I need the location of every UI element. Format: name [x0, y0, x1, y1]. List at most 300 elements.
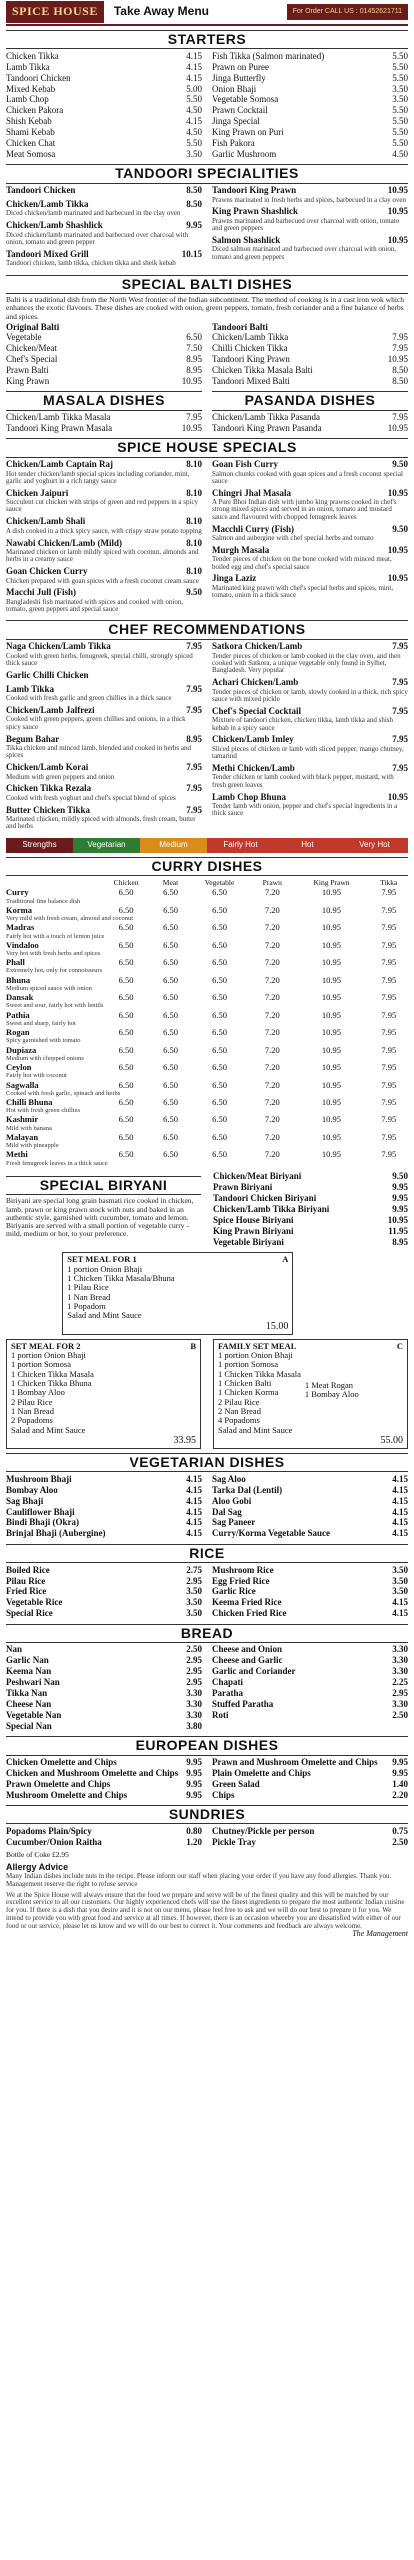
menu-item-header [6, 567, 202, 578]
curry-desc: Sweet and sharp, fairly hot [6, 1019, 76, 1027]
curry-desc: Fresh fenugreek leaves in a thick sauce [6, 1159, 108, 1167]
curry-col-header: Tikka [380, 877, 398, 887]
item-name: Tandoori King Prawn [212, 185, 297, 196]
menu-item [212, 1678, 408, 1689]
item-name: Vegetable Biriyani [213, 1236, 284, 1247]
item-price: 10.15 [181, 248, 202, 259]
menu-item [6, 51, 202, 62]
curry-name: Korma [6, 904, 32, 915]
item-description: Diced salmon marinated and barbecued over charcoal with onion, tomato and green peppers [212, 245, 397, 261]
curry-desc: Medium with chopped onions [6, 1054, 84, 1062]
section-title-vegetarian: VEGETARIAN DISHES [6, 1453, 408, 1472]
item-name: Chingri Jhal Masala [212, 487, 292, 498]
curry-price: 6.50 [163, 1079, 178, 1090]
curry-desc: Cooked with fresh garlic, spinach and herbs [6, 1089, 121, 1097]
item-price: 8.95 [392, 1236, 408, 1247]
curry-row [6, 1115, 408, 1124]
curry-price: 6.50 [212, 992, 227, 1003]
item-price: 8.50 [392, 364, 408, 375]
menu-item [6, 1485, 202, 1496]
menu-item-header [6, 186, 202, 197]
item-price: 4.15 [392, 1517, 408, 1528]
menu-item [6, 117, 202, 128]
menu-item [212, 73, 408, 84]
section-title-house-specials: SPICE HOUSE SPECIALS [6, 438, 408, 457]
set-meal-item: 2 Nan Bread [218, 1405, 261, 1416]
curry-price: 10.95 [321, 1097, 342, 1107]
item-name: Sag Paneer [212, 1517, 256, 1528]
item-name: Macchli Curry (Fish) [212, 523, 294, 534]
item-name: King Prawn Shashlick [212, 206, 299, 217]
menu-item [212, 207, 408, 233]
set-meal-item: 2 Popadoms [11, 1415, 53, 1426]
menu-item [212, 1529, 408, 1540]
chef-right [212, 642, 408, 834]
item-price: 9.95 [392, 1182, 408, 1193]
strength-legend [6, 838, 408, 853]
item-price: 2.95 [186, 1655, 202, 1666]
item-name: Chicken Jaipuri [6, 487, 69, 498]
item-price: 9.95 [186, 1789, 202, 1800]
legend-medium: Medium [140, 838, 207, 853]
menu-item [6, 95, 202, 106]
balti-right-heading: Tandoori Balti [212, 321, 268, 332]
curry-price: 10.95 [321, 1131, 342, 1142]
menu-item-header [6, 763, 202, 774]
balti-right [212, 333, 408, 387]
item-description: A dish cooked in a thick spicy sauce, with crispy straw potato topping [6, 526, 202, 535]
curry-price: 7.95 [381, 957, 397, 968]
menu-item [212, 460, 408, 486]
item-name: Jinga Special [212, 116, 260, 127]
curry-row [6, 1046, 408, 1055]
item-name: Tandoori King Prawn Pasanda [212, 422, 322, 433]
item-name: Cucumber/Onion Raitha [6, 1836, 102, 1847]
set-meals-row [6, 1339, 408, 1449]
menu-item [212, 84, 408, 95]
section-title-balti: SPECIAL BALTI DISHES [6, 275, 408, 294]
item-name: Dal Sag [212, 1506, 242, 1517]
item-price: 4.15 [392, 1597, 408, 1608]
item-price: 3.50 [186, 148, 202, 159]
curry-price: 6.50 [163, 992, 178, 1003]
item-price: 10.95 [387, 206, 408, 217]
euro-left [6, 1758, 202, 1802]
curry-desc-row [6, 1020, 408, 1028]
veg-right [212, 1474, 408, 1539]
menu-item-header [6, 460, 202, 471]
menu-item [212, 344, 408, 355]
legend-vegetarian: Vegetarian [73, 838, 140, 853]
item-price: 4.50 [186, 127, 202, 138]
item-name: Cheese Nan [6, 1698, 52, 1709]
item-name: Cauliflower Bhaji [6, 1506, 75, 1517]
curry-desc: Very mild with fresh cream, almond and coconut [6, 915, 134, 923]
item-price: 4.15 [186, 1495, 202, 1506]
curry-price: 6.50 [163, 904, 178, 915]
biryani-intro: Biriyani are special long grain basmati rice cooked in chicken, lamb, prawn or king prawn stock with nuts and baked in an authentic style, garnished with cucumber, tomato and lemon. Biriyanis are served with a small portion of vegetable curry - mild, medium or hot, to your preference. [6, 1196, 194, 1239]
curry-name: Ceylon [6, 1062, 32, 1073]
curry-price: 6.50 [118, 1044, 134, 1055]
item-name: Murgh Masala [212, 544, 270, 555]
coke-note: Bottle of Coke £2.95 [6, 1850, 69, 1860]
item-name: Tandoori King Prawn [212, 353, 290, 364]
curry-name: Vindaloo [6, 939, 39, 950]
item-price: 7.95 [392, 677, 408, 688]
item-name: Butter Chicken Tikka [6, 804, 91, 815]
menu-item [6, 73, 202, 84]
item-price: 7.95 [392, 332, 408, 343]
curry-price: 10.95 [321, 1149, 342, 1160]
curry-price: 6.50 [212, 1131, 227, 1142]
item-price: 10.95 [387, 544, 408, 555]
curry-name: Malayan [6, 1131, 39, 1142]
curry-price: 7.20 [264, 922, 280, 933]
curry-price: 6.50 [212, 1097, 227, 1107]
set-meal-item: 1 Bombay Aloo [11, 1387, 65, 1398]
set-meal-a-items [67, 1265, 288, 1321]
curry-desc-row [6, 1037, 408, 1045]
item-description: Mixture of tandoori chicken, chicken tikka, lamb tikka and shish kebab in a spicy sauce [212, 716, 393, 732]
item-price: 3.50 [186, 1597, 202, 1608]
item-price: 10.95 [387, 1215, 408, 1225]
menu-item [6, 567, 202, 585]
item-name: Cheese and Onion [212, 1644, 283, 1655]
set-meal-item: 1 portion Onion Bhaji [218, 1349, 293, 1360]
item-description: Tender lamb with onion, pepper and chef's special ingredients in a thick sauce [212, 801, 398, 818]
menu-item [212, 574, 408, 600]
curry-price: 6.50 [212, 1009, 227, 1020]
menu-item [212, 1576, 408, 1587]
item-price: 3.30 [186, 1698, 202, 1709]
curry-row [6, 1081, 408, 1090]
curry-price: 10.95 [321, 992, 342, 1003]
biryani-section [6, 1172, 408, 1248]
curry-price: 6.50 [118, 1009, 134, 1020]
menu-item [6, 1587, 202, 1598]
menu-item [212, 545, 408, 571]
menu-item [6, 642, 202, 668]
item-name: Aloo Gobi [212, 1495, 252, 1506]
set-meal-c-title: FAMILY SET MEAL [218, 1340, 297, 1351]
item-name: Tandoori Chicken [6, 185, 76, 196]
menu-item [6, 1656, 202, 1667]
house-right [212, 460, 408, 617]
menu-item [212, 1518, 408, 1529]
menu-item [213, 1183, 408, 1194]
management-signature: The Management [352, 1929, 408, 1939]
item-price: 8.95 [186, 364, 202, 375]
menu-item [212, 1645, 408, 1656]
item-name: Nan [6, 1644, 23, 1655]
item-name: Special Nan [6, 1720, 52, 1731]
curry-price: 6.50 [118, 1149, 134, 1160]
menu-item [212, 488, 408, 521]
item-description: Cooked with fresh garlic and green chillies in a thick sauce [6, 694, 172, 703]
curry-col-header: Prawn [262, 877, 282, 887]
menu-item [6, 706, 202, 732]
curry-price: 7.20 [264, 1009, 280, 1020]
curry-desc-row [6, 985, 408, 993]
item-name: Fried Rice [6, 1586, 47, 1597]
item-price: 3.50 [392, 1564, 408, 1575]
curry-price: 7.20 [264, 1097, 280, 1107]
euro-section [6, 1758, 408, 1802]
curry-price: 10.95 [321, 1044, 342, 1055]
bread-left [6, 1645, 202, 1732]
menu-item [6, 249, 202, 267]
item-name: Chicken/Lamb Shali [6, 516, 86, 527]
item-name: Goan Fish Curry [212, 459, 279, 470]
item-price: 10.95 [387, 791, 408, 802]
item-name: Brinjal Bhaji (Aubergine) [6, 1528, 106, 1539]
item-price: 7.95 [392, 763, 408, 773]
curry-price: 7.20 [264, 1131, 280, 1142]
menu-item [6, 1779, 202, 1790]
curry-price: 10.95 [321, 904, 342, 915]
curry-price: 6.50 [118, 1097, 134, 1107]
menu-item [213, 1205, 408, 1216]
item-name: Chicken/Lamb Tikka Biriyani [213, 1204, 330, 1215]
menu-item [212, 354, 408, 365]
curry-price: 6.50 [163, 887, 178, 898]
menu-item [6, 354, 202, 365]
veg-section [6, 1474, 408, 1539]
order-call[interactable] [287, 4, 408, 20]
item-name: Methi Chicken/Lamb [212, 763, 295, 773]
item-name: Chef's Special [6, 353, 58, 364]
curry-price: 6.50 [212, 887, 227, 898]
item-description: Prawns marinated and barbecued over charcoal with onion, tomato and green peppers [212, 216, 400, 233]
set-meal-item: Salad and Mint Sauce [67, 1310, 142, 1321]
item-name: Goan Chicken Curry [6, 566, 88, 577]
balti-intro: Balti is a traditional dish from the North West frontier of the Indian subcontinent. The method of cooking is in a cast iron wok which enhances the exotic flavours. These dishes are cooked with onion, green peppers, tomato, fresh coriander and a fine balance of herbs and spices. [6, 295, 404, 321]
curry-price: 10.95 [321, 922, 342, 933]
menu-item [6, 413, 202, 424]
curry-desc: Spicy garnished with tomato [6, 1037, 81, 1045]
item-name: Prawn Balti [6, 364, 49, 375]
call-label: For Order CALL US : [292, 8, 358, 16]
menu-item [6, 1667, 202, 1678]
curry-price: 7.20 [264, 1027, 280, 1038]
set-meal-c-extra [305, 1351, 359, 1435]
item-name: Paratha [212, 1688, 243, 1699]
curry-price: 6.50 [163, 1062, 178, 1073]
menu-item [6, 517, 202, 535]
menu-item [212, 128, 408, 139]
set-meal-item: 2 Pilau Rice [11, 1396, 53, 1407]
item-price: 3.30 [392, 1655, 408, 1666]
menu-item [6, 139, 202, 150]
set-meal-item: 1 portion Somosa [218, 1359, 278, 1370]
item-price: 6.50 [186, 332, 202, 343]
menu-item [212, 1507, 408, 1518]
item-name: Bindi Bhaji (Okra) [6, 1517, 80, 1528]
chef-left [6, 642, 202, 834]
set-meal-item: 1 Nan Bread [67, 1291, 111, 1302]
item-description: Sliced pieces of chicken or lamb with sliced pepper, mango chutney, tamarind [212, 744, 404, 761]
menu-item [213, 1194, 408, 1205]
menu-item [6, 186, 202, 197]
menu-item [6, 221, 202, 247]
menu-item-header [212, 460, 408, 471]
tagline: Take Away Menu [113, 4, 210, 19]
item-price: 2.95 [186, 1677, 202, 1688]
item-description: Marinated king prawn with chef's special herbs and spices, mint, tomato, onion in a thick sauce [212, 583, 394, 600]
item-price: 8.95 [186, 733, 202, 744]
item-price: 5.50 [186, 138, 202, 149]
curry-price: 7.95 [381, 887, 397, 898]
item-description: Salmon chunks cooked with goan spices and a fresh coconut special sauce [212, 469, 403, 485]
item-name: Curry/Korma Vegetable Sauce [212, 1528, 330, 1539]
curry-row [6, 1098, 408, 1107]
house-section [6, 460, 408, 617]
item-name: Nawabi Chicken/Lamb (Mild) [6, 537, 123, 548]
menu-item [212, 792, 408, 818]
item-price: 5.50 [392, 127, 408, 138]
menu-item [6, 84, 202, 95]
curry-price: 6.50 [118, 1131, 134, 1142]
item-price: 4.15 [186, 1473, 202, 1484]
set-meal-b-price: 33.95 [173, 1435, 196, 1447]
item-price: 10.95 [387, 487, 408, 498]
allergy-text: Many Indian dishes include nuts in the recipe. Please inform our staff when placing your order if you have any food allergies. Thank you. Management reserve the right to refuse service [6, 1872, 392, 1889]
curry-price: 6.50 [212, 922, 227, 933]
item-price: 3.50 [186, 1586, 202, 1597]
menu-item [6, 149, 202, 160]
set-meal-item: 1 Chicken Tikka Masala [218, 1368, 301, 1379]
biryani-list [213, 1172, 408, 1248]
item-name: Prawn Biriyani [213, 1182, 273, 1193]
menu-item [212, 117, 408, 128]
curry-desc-row [6, 1090, 408, 1098]
item-description: Cooked with fresh yoghurt and chef's special blend of spices [6, 793, 176, 802]
curry-price: 10.95 [321, 957, 342, 968]
curry-desc-row [6, 1142, 408, 1150]
curry-desc: Extremely hot, only for connoisseurs [6, 967, 103, 975]
item-name: Chicken/Lamb Jalfrezi [6, 705, 95, 716]
item-description: Tikka chicken and minced lamb, blended and cooked in herbs and spices [6, 744, 191, 760]
curry-row [6, 958, 408, 967]
menu-item-header [212, 186, 408, 197]
item-description: Cooked with green herbs, fenugreek, special chilli, strongly spiced thick sauce [6, 651, 193, 668]
curry-price: 7.95 [381, 904, 397, 915]
item-price: 3.50 [186, 1608, 202, 1619]
curry-price: 10.95 [321, 1062, 342, 1073]
item-price: 8.50 [186, 199, 202, 210]
set-meal-item: 1 Chicken Tikka Bhuna [11, 1377, 92, 1388]
curry-desc-row [6, 898, 408, 906]
item-name: Chef's Special Cocktail [212, 705, 301, 716]
set-meal-item: 1 Chicken Korma [218, 1387, 279, 1398]
menu-item [212, 1699, 408, 1710]
item-name: Popadoms Plain/Spicy [6, 1825, 92, 1836]
curry-price: 6.50 [212, 904, 227, 915]
management-note: We at the Spice House will always ensure that the food we prepare and serve will be of the finest quality and this will be matched by our excellent service to all our customers. Our highly experienced chefs will use the finest ingredients to prepare the most authentic Indian cuisine for you. If there is a dish that you desire and it is not on our menu, please feel free to ask and we will do our best to prepare it for you. We intend to provide you with great food and service at all times. If however, there is an occasion whereby you are dissatisfied with either of our food or our service, please let us know and we will do our best to correct it. Your comments and feedback are always welcome. [6, 1890, 405, 1930]
item-name: Garlic Rice [212, 1586, 256, 1597]
menu-item [6, 538, 202, 564]
item-name: Vegetable Somosa [212, 94, 279, 105]
menu-item [6, 1518, 202, 1529]
curry-price: 7.20 [264, 887, 280, 898]
curry-desc: Fairly hot with a touch of lemon juice [6, 932, 105, 940]
menu-item [212, 764, 408, 790]
menu-item [6, 1768, 202, 1779]
phone-number[interactable]: 01452621711 [359, 8, 402, 16]
curry-price: 7.20 [264, 974, 280, 985]
menu-item [6, 1474, 202, 1485]
item-name: Chicken and Mushroom Omelette and Chips [6, 1767, 179, 1778]
curry-desc-row [6, 967, 408, 975]
curry-desc-row [6, 1072, 408, 1080]
item-price: 8.10 [186, 459, 202, 470]
item-name: Prawn on Puree [212, 61, 269, 72]
euro-right [212, 1758, 408, 1802]
set-meal-b-items [11, 1351, 196, 1435]
section-title-masala: MASALA DISHES [6, 391, 202, 410]
menu-item [6, 1645, 202, 1656]
curry-col-header: Vegetable [204, 877, 235, 887]
curry-price: 6.50 [163, 957, 178, 968]
item-name: Pickle Tray [212, 1836, 256, 1847]
curry-desc: Mild with pineapple [6, 1142, 59, 1150]
menu-item [6, 684, 202, 702]
set-meal-item: 1 Pilau Rice [67, 1282, 109, 1293]
menu-item [6, 1678, 202, 1689]
item-name: Egg Fried Rice [212, 1575, 270, 1586]
item-name: Shami Kebab [6, 127, 55, 138]
item-name: Tandoori King Prawn Masala [6, 422, 113, 433]
curry-price: 7.20 [264, 1079, 280, 1090]
item-name: Bombay Aloo [6, 1484, 58, 1495]
item-price: 3.50 [392, 1575, 408, 1586]
section-title-european: EUROPEAN DISHES [6, 1736, 408, 1755]
curry-price: 6.50 [212, 1062, 227, 1073]
curry-table [6, 878, 408, 1168]
curry-desc-row [6, 1002, 408, 1010]
menu-item [212, 524, 408, 542]
curry-desc: Sweet and sour, fairly hot with lentils [6, 1002, 104, 1010]
menu-item [213, 1226, 408, 1237]
set-meal-item: 1 Chicken Tikka Masala/Bhuna [67, 1272, 175, 1283]
balti-left [6, 333, 202, 387]
item-description: Cooked with green peppers, green chillies and onions, in a thick spicy sauce [6, 715, 186, 731]
item-price: 4.50 [186, 105, 202, 116]
item-name: Chicken Tikka Masala Balti [212, 364, 313, 375]
curry-price: 6.50 [163, 1044, 178, 1055]
set-meal-a-title: SET MEAL FOR 1 [67, 1254, 137, 1265]
menu-item [6, 734, 202, 760]
item-name: Macchi Jull (Fish) [6, 587, 76, 598]
item-name: Garlic and Coriander [212, 1666, 296, 1677]
item-price: 9.95 [186, 1757, 202, 1767]
curry-price: 6.50 [212, 1079, 227, 1090]
item-price: 7.95 [186, 762, 202, 773]
curry-price: 7.20 [264, 992, 280, 1003]
item-price: 3.30 [186, 1709, 202, 1720]
allergy-title: Allergy Advice [6, 1862, 69, 1873]
menu-item [6, 1837, 202, 1848]
item-name: Vegetable Nan [6, 1709, 62, 1720]
bread-section [6, 1645, 408, 1732]
curry-desc: Traditional fine balance dish [6, 897, 81, 905]
menu-item [6, 376, 202, 387]
curry-name: Dupiaza [6, 1044, 37, 1055]
section-title-sundries: SUNDRIES [6, 1805, 408, 1824]
menu-item [6, 1689, 202, 1700]
item-name: Chicken/Meat [6, 343, 57, 354]
set-meal-item: Salad and Mint Sauce [11, 1424, 86, 1435]
